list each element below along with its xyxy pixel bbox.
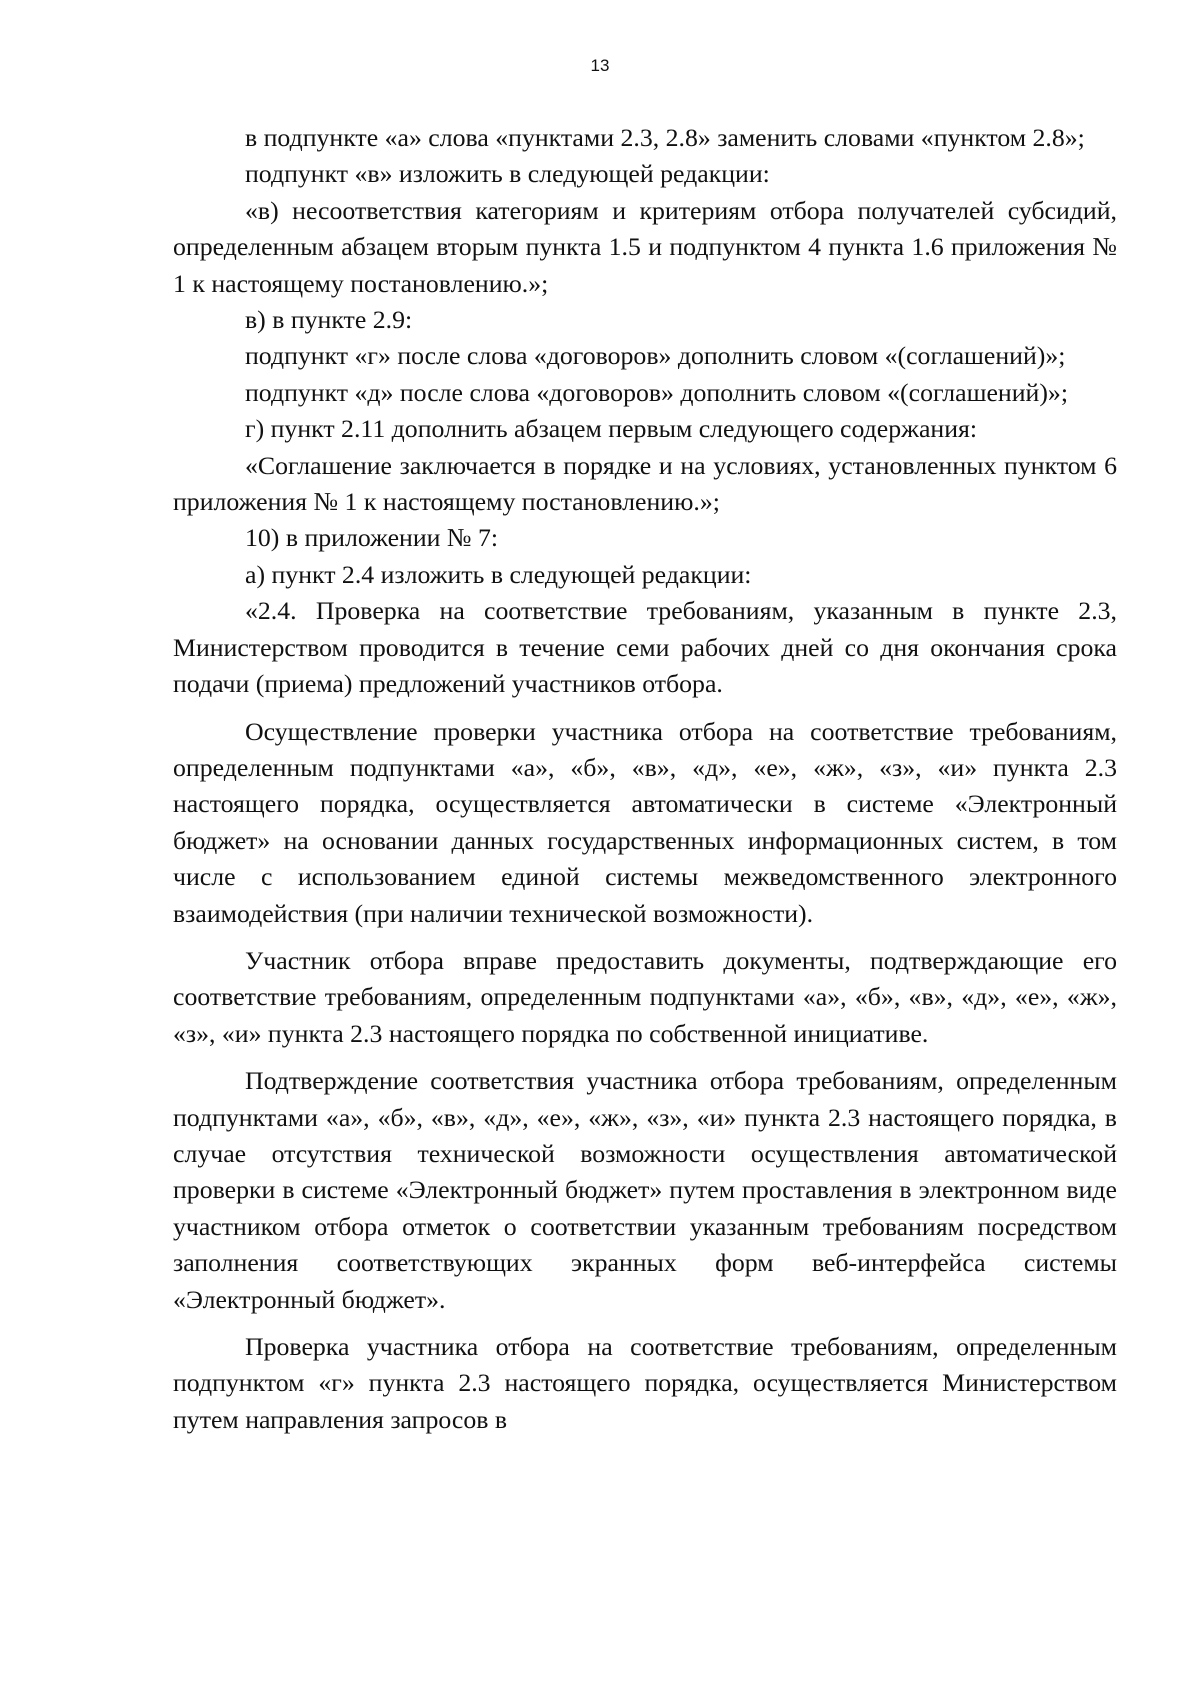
page-number: 13: [590, 56, 610, 75]
paragraph: подпункт «в» изложить в следующей редакции:: [245, 159, 770, 189]
paragraph: а) пункт 2.4 изложить в следующей редакции:: [245, 559, 752, 589]
paragraph: в подпункте «а» слова «пунктами 2.3, 2.8» заменить словами «пунктом 2.8»;: [245, 123, 1085, 152]
paragraph: г) пункт 2.11 дополнить абзацем первым следующего содержания:: [245, 414, 978, 444]
paragraph: «Соглашение заключается в порядке и на условиях, установленных пунктом 6 приложения № 1 к настоящему постановлению.»;: [173, 450, 1117, 517]
paragraph: Участник отбора вправе предоставить документы, подтверждающие его соответствие требованиям, определенным подпунктами «а», «б», «в», «д», «е», «ж», «з», «и» пункта 2.3 настоящего порядка по собственной инициативе.: [173, 945, 1117, 1048]
paragraph: «2.4. Проверка на соответствие требованиям, указанным в пункте 2.3, Министерством проводится в течение семи рабочих дней со дня окончания срока подачи (приема) предложений участников отбора.: [173, 596, 1117, 699]
paragraph: в) в пункте 2.9:: [245, 305, 413, 335]
paragraph: «в) несоответствия категориям и критериям отбора получателей субсидий, определенным абзацем вторым пункта 1.5 и подпунктом 4 пункта 1.6 приложения № 1 к настоящему постановлению.»;: [173, 195, 1117, 298]
paragraph: Осуществление проверки участника отбора на соответствие требованиям, определенным подпунктами «а», «б», «в», «д», «е», «ж», «з», «и» пункта 2.3 настоящего порядка, осуществляется автоматически в системе «Электронный бюджет» на основании данных государственных информационных систем, в том числе с использованием единой системы межведомственного электронного взаимодействия (при наличии технической возможности).: [173, 716, 1117, 928]
paragraph: Подтверждение соответствия участника отбора требованиям, определенным подпунктами «а», «б», «в», «д», «е», «ж», «з», «и» пункта 2.3 настоящего порядка, в случае отсутствия технической возможности осуществления автоматической проверки в системе «Электронный бюджет» путем проставления в электронном виде участником отбора отметок о соответствии указанным требованиям посредством заполнения соответствующих экранных форм веб-интерфейса системы «Электронный бюджет».: [173, 1066, 1117, 1314]
document-body: [173, 120, 1117, 1438]
paragraph: подпункт «д» после слова «договоров» дополнить словом «(соглашений)»;: [245, 377, 1068, 407]
paragraph: 10) в приложении № 7:: [245, 523, 499, 553]
paragraph: Проверка участника отбора на соответствие требованиям, определенным подпунктом «г» пункта 2.3 настоящего порядка, осуществляется Министерством путем направления запросов в: [173, 1332, 1117, 1434]
paragraph: подпункт «г» после слова «договоров» дополнить словом «(соглашений)»;: [245, 341, 1066, 371]
